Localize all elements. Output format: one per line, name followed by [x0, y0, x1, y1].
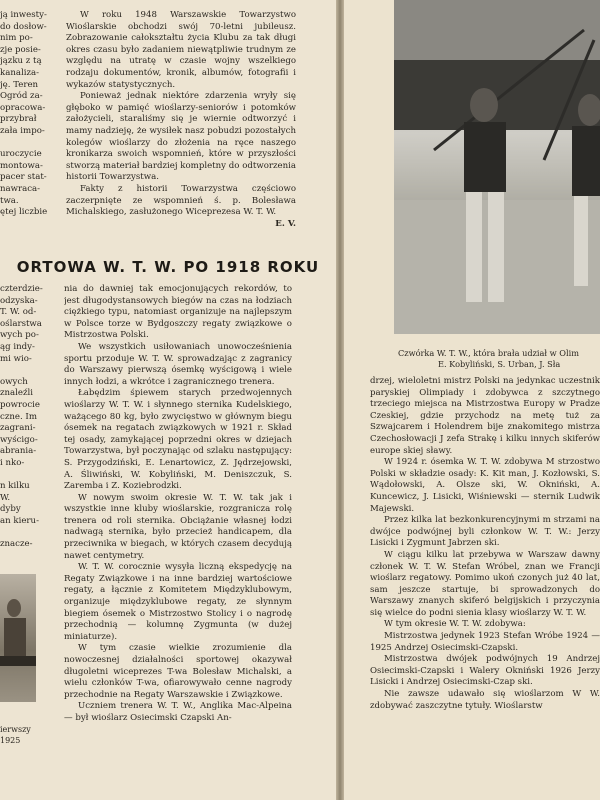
text-line: Ogród za- [0, 91, 43, 102]
text-line: n kilku [0, 481, 30, 492]
signature: E. V. [275, 218, 296, 229]
text-line: opracowa- [0, 102, 46, 113]
text-line: zje posie- [0, 44, 41, 55]
text-line: zała impo- [0, 125, 45, 136]
text-line: do dosłow- [0, 21, 47, 32]
crew-photo-caption [398, 348, 600, 370]
text-line: zagrani- [0, 423, 36, 434]
text-line: wyścigo- [0, 434, 38, 445]
paragraph: Mistrzostwa jedynek 1923 Stefan Wróbe 1924 — 1925 Andrzej Osiecimski-Czapski. [370, 631, 600, 653]
text-line: ętej liczbie [0, 207, 48, 218]
text-line: pacer stat- [0, 172, 47, 183]
left-photo-caption: ierwszy 1925 [0, 725, 31, 745]
text-line: wych po- [0, 330, 39, 341]
intro-column [66, 10, 296, 245]
paragraph: Nie zawsze udawało się wioślarzom W W. zdobywać zaszczytne tytuły. Wioślarstw [370, 689, 600, 711]
text-line: uroczycie [0, 149, 42, 160]
text-line: dyby [0, 504, 21, 515]
text-line [0, 470, 52, 482]
text-line: nawraca- [0, 183, 41, 194]
text-line [0, 527, 52, 539]
text-line: twa. [0, 195, 19, 206]
intro-paragraphs [66, 10, 296, 219]
right-column [370, 376, 600, 786]
section-heading: ORTOWA W. T. W. PO 1918 ROKU [16, 258, 320, 276]
main-column-paragraphs [64, 284, 292, 725]
paragraph: W tym czasie wielkie zrozumienie dla nowoczesnej działalności sportowej okazywał długoletni wiceprezes T-wa Bolesław Michalski, a wielu członków T-wa, ofiarowywało cenne nagrody przechodnie na Regaty Warszawskie i Związkowe. [64, 643, 292, 700]
paragraph: W ciągu kilku lat przebywa w Warszaw dawny członek W. T. W. Stefan Wróbel, znan we Francji wioślarz regatowy. Pomimo ukoń czonych już 40 lat, sam jeszcze startuje, bi sprowadzonych do Warszawy znanych skiferó belgijskich i przyczynia się wielce do podni sienia klasy wioślarzy W. T. W. [370, 549, 600, 618]
text-line: czterdzie- [0, 284, 43, 294]
text-line: montowa- [0, 160, 43, 171]
text-line: znacze- [0, 539, 33, 550]
text-line: T. W. od- [0, 307, 37, 318]
text-line: ją inwesty- [0, 10, 47, 20]
text-line: ję. Teren [0, 79, 39, 90]
text-line: mi wio- [0, 353, 32, 364]
paragraph: Fakty z historii Towarzystwa częściowo zaczerpnięte ze wspomnień ś. p. Bolesława Michalskiego, zasłużonego Wiceprezesa W. T. W. [66, 183, 296, 218]
paragraph: drzej, wieloletni mistrz Polski na jedynkac uczestnik paryskiej Olimpiady i zdobywca z szczytnego trzeciego miejsca na Mistrzostwa Europy w Pradze Czeskiej, gdzie przychodz na metę tuż za Szwajcarem i Holendrem bije znakomitego mistrza Czechosłowacji J zefa Strakę i kilku innych skiferów europe skiej sławy. [370, 376, 600, 456]
caption-line-1: Czwórka W. T. W., która brała udział w Olim [398, 348, 579, 358]
text-line: znaleźli [0, 388, 34, 399]
text-line: czne. Im [0, 411, 37, 422]
text-line: i nko- [0, 457, 25, 468]
paragraph: W tym okresie W. T. W. zdobywa: [384, 619, 526, 630]
left-rower-photo [0, 574, 36, 702]
text-line: przybrał [0, 114, 37, 125]
paragraph: W nowym swoim okresie W. T. W. tak jak i wszystkie inne kluby wioślarskie, rozgranicza rolę trenera od roli sternika. Obciążanie własnej łodzi nadwagą sternika, było przecież handicapem, dla przeciwnika w biegach, w których czasem decydują nawet centymetry. [64, 492, 292, 561]
paragraph: Uczniem trenera W. T. W., Anglika Mac-Alpeina — był wioślarz Osiecimski Czapski An- [64, 701, 292, 723]
caption-line-2: E. Kobyliński, S. Urban, J. Sła [438, 359, 561, 369]
book-gutter [336, 0, 344, 800]
paragraph: W roku 1948 Warszawskie Towarzystwo Wioślarskie obchodzi swój 70-letni jubileusz. Zobrazowanie całokształtu życia Klubu za tak długi okres czasu było zadaniem niewątpliwie trudnym ze względu na utratę w czasie wojny wszelkiego rodzaju dokumentów, kronik, albumów, fotografii i wykazów statystycznych. [66, 10, 296, 90]
paragraph: nia do dawniej tak emocjonujących rekordów, to jest długodystansowych biegów na czas na łodziach ciężkiego typu, natomiast organizuje na najlepszym w Polsce torze w Bydgoszczy regaty związkowe o Mistrzostwa Polski. [64, 284, 292, 341]
right-column-paragraphs [370, 376, 600, 712]
text-line: abrania- [0, 446, 37, 457]
left-fragment-top [0, 10, 56, 245]
text-line: odzyska- [0, 295, 38, 306]
paragraph: W. T. W. corocznie wysyła liczną ekspedycję na Regaty Związkowe i na inne bardziej wartościowe regaty, a łącznie z Komitetem Międzyklubowym, organizuje międzyklubowe regaty, ze słynnym biegiem ósemek o Mistrzostwo Stolicy i o nagrodę przechodnią — kolumnę Zygmunta (w dużej miniaturze). [64, 562, 292, 642]
text-line: W. [0, 492, 11, 503]
text-line [0, 138, 56, 150]
text-line [0, 365, 52, 377]
text-line: owych [0, 376, 28, 387]
text-line: kanaliza- [0, 67, 40, 78]
paragraph: Mistrzostwa dwójek podwójnych 19 Andrzej Osiecimski-Czapski i Walery Okniński 1926 Jerzy Lisicki i Andrzej Osiecimski-Czap ski. [370, 654, 600, 688]
main-column [64, 284, 292, 784]
paragraph: Przez kilka lat bezkonkurencyjnymi m strzami na dwójce podwójnej byli członkow W. T. W.: Jerzy Lisicki i Zygmunt Jabrzen ski. [370, 515, 600, 549]
paragraph: Ponieważ jednak niektóre zdarzenia wryły się głęboko w pamięć wioślarzy-seniorów i potomków założycieli, staraliśmy się je wiernie odtworzyć i mamy nadzieję, że wysiłek nasz pobudzi pozostałych kolegów wioślarzy do złożenia na ręce naszego kronikarza swoich wspomnień, które w przyszłości stworzą materiał bardziej kompletny do odtworzenia historii Towarzystwa. [66, 91, 296, 183]
paragraph: We wszystkich usiłowaniach unowocześnienia sportu przoduje W. T. W. sprowadzając z zagranicy do Warszawy pierwszą ósemkę wyścigową i wiele innych łodzi, a wkrótce i zagranicznego trenera. [64, 341, 292, 387]
rowing-crew-photo [394, 0, 600, 334]
paragraph: W 1924 r. ósemka W. T. W. zdobywa M strzostwo Polski w składzie osady: K. Kit man, J. Kozłowski, S. Wądołowski, A. Olsze ski, W. Okniński, A. Kuncewicz, J. Lisicki, Wiśniewski — sternik Ludwik Majewski. [370, 457, 600, 514]
text-line: nim po- [0, 33, 33, 44]
left-fragment-bottom [0, 284, 52, 566]
text-line: powrocie [0, 399, 40, 410]
paragraph: Łabędzim śpiewem starych przedwojennych wioślarzy W. T. W. i słynnego sternika Kudelskiego, ważącego 80 kg, było zwycięstwo w głównym biegu ósemek na regatach związkowych w 1921 r. Skład tej osady, zamykającej poprzedni okres w dziejach Towarzystwa, był poczynając od szlaku następujący: S. Przygodziński, E. Lenartowicz, Z. Jędrzejowski, A. Śliwiński, W. Kobyliński, M. Deniszczuk, S. Zaremba i Z. Koziebrodzki. [64, 388, 292, 492]
text-line: jązku z tą [0, 56, 42, 67]
text-line: an kieru- [0, 515, 39, 526]
text-line: oślarstwa [0, 318, 42, 329]
text-line: ąg indy- [0, 341, 35, 352]
